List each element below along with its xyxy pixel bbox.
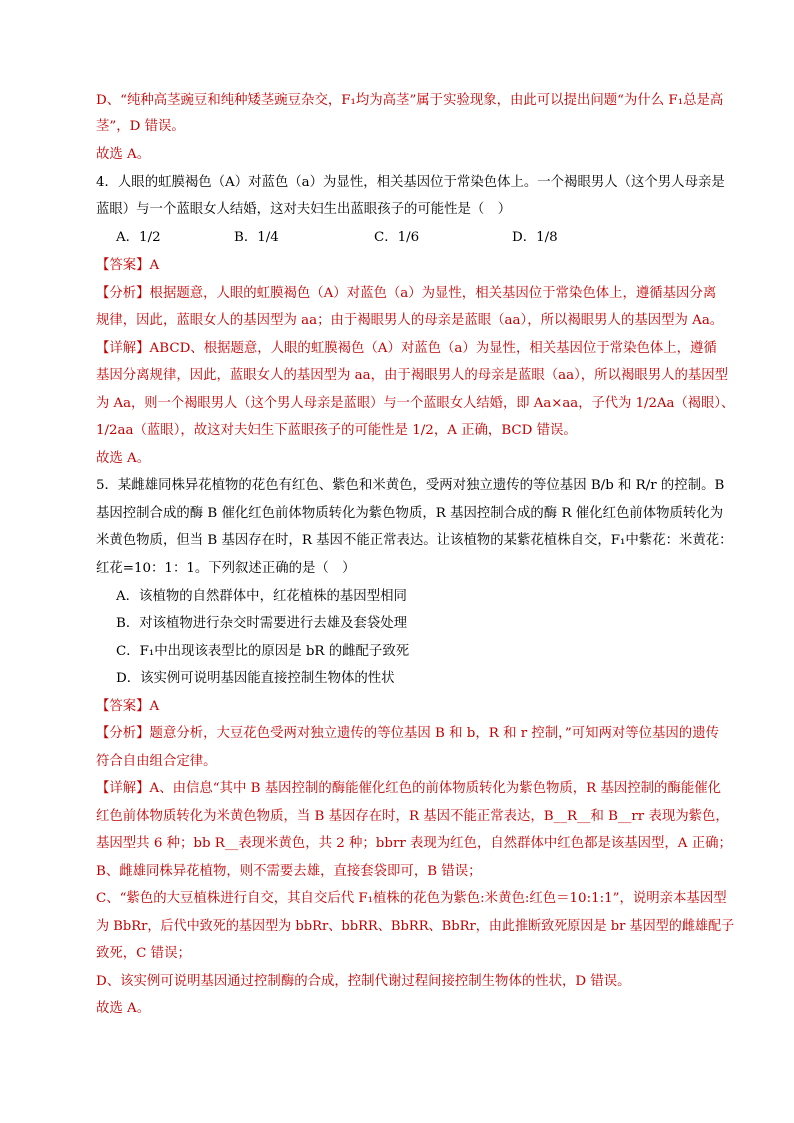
- q5-stem-line4: 红花=10：1：1。下列叙述正确的是（ ）: [96, 561, 356, 576]
- q3-option-d-line1: D、“纯种高茎豌豆和纯种矮茎豌豆杂交，F₁均为高茎”属于实验现象，由此可以提出问题“为什么 F₁总是高: [96, 93, 724, 108]
- q4-option-b: B．1/4: [234, 230, 279, 245]
- q4-option-d: D．1/8: [512, 230, 558, 245]
- q5-option-b: B．对该植物进行杂交时需要进行去雄及套袋处理: [116, 616, 408, 631]
- q4-answer: 【答案】A: [96, 258, 160, 273]
- q4-option-c: C．1/6: [374, 230, 420, 245]
- q3-option-d-line2: 茎”，D 错误。: [96, 119, 185, 134]
- q5-detail-line8: D、该实例可说明基因通过控制酶的合成，控制代谢过程间接控制生物体的性状，D 错误。: [96, 974, 631, 989]
- q5-stem-line2: 基因控制合成的酶 B 催化红色前体物质转化为紫色物质，R 基因控制合成的酶 R 催化红色前体物质转化为: [96, 506, 724, 521]
- q4-detail-line3: 为 Aa，则一个褐眼男人（这个男人母亲是蓝眼）与一个蓝眼女人结婚，即 Aa×aa，子代为 1/2Aa（褐眼）、: [96, 396, 735, 411]
- q5-detail-line3: 基因型共 6 种；bb R__表现米黄色，共 2 种；bbrr 表现为红色，自然群体中红色都是该基因型，A 正确；: [96, 836, 732, 851]
- q5-detail-line1: 【详解】A、由信息“其中 B 基因控制的酶能催化红色的前体物质转化为紫色物质，R 基因控制的酶能催化: [96, 781, 722, 796]
- q5-option-c: C．F₁中出现该表型比的原因是 bR 的雌配子致死: [116, 644, 410, 659]
- q5-detail-line7: 致死，C 错误；: [96, 946, 191, 961]
- q5-answer: 【答案】A: [96, 699, 160, 714]
- q5-stem-line3: 米黄色物质，但当 B 基因存在时，R 基因不能正常表达。让该植物的某紫花植株自交，F₁中紫花：米黄花：: [96, 533, 733, 548]
- q4-options: [116, 229, 558, 247]
- q4-analysis-line2: 规律，因此，蓝眼女人的基因型为 aa；由于褐眼男人的母亲是蓝眼（aa），所以褐眼男人的基因型为 Aa。: [96, 313, 724, 328]
- q4-detail-line4: 1/2aa（蓝眼），故这对夫妇生下蓝眼孩子的可能性是 1/2，A 正确，BCD 错误。: [96, 423, 577, 438]
- q5-stem-line1: 5．某雌雄同株异花植物的花色有红色、紫色和米黄色，受两对独立遗传的等位基因 B/b 和 R/r 的控制。B: [96, 478, 725, 493]
- q5-detail-line5: C、“紫色的大豆植株进行自交，其自交后代 F₁植株的花色为紫色:米黄色:红色＝10:1:1”，说明亲本基因型: [96, 891, 727, 906]
- q3-choose: 故选 A。: [96, 147, 151, 162]
- q5-detail-line6: 为 BbRr，后代中致死的基因型为 bbRr、bbRR、BbRR、BbRr，由此推断致死原因是 br 基因型的雌雄配子: [96, 919, 735, 934]
- q4-stem-line1: 4．人眼的虹膜褐色（A）对蓝色（a）为显性，相关基因位于常染色体上。一个褐眼男人（这个男人母亲是: [96, 175, 725, 190]
- q4-detail-line2: 基因分离规律，因此，蓝眼女人的基因型为 aa，由于褐眼男人的母亲是蓝眼（aa），所以褐眼男人的基因型: [96, 368, 729, 383]
- q5-detail-line2: 红色前体物质转化为米黄色物质，当 B 基因存在时，R 基因不能正常表达，B__R__和 B__rr 表现为紫色，: [96, 809, 729, 824]
- q4-option-a: A．1/2: [116, 230, 161, 245]
- q4-stem-line2: 蓝眼）与一个蓝眼女人结婚，这对夫妇生出蓝眼孩子的可能性是（ ）: [96, 202, 512, 217]
- q4-analysis-line1: 【分析】根据题意，人眼的虹膜褐色（A）对蓝色（a）为显性，相关基因位于常染色体上，遵循基因分离: [96, 286, 717, 301]
- q4-choose: 故选 A。: [96, 451, 151, 466]
- q4-detail-line1: 【详解】ABCD、根据题意，人眼的虹膜褐色（A）对蓝色（a）为显性，相关基因位于常染色体上，遵循: [96, 341, 717, 356]
- q5-analysis-line2: 符合自由组合定律。: [96, 754, 217, 769]
- q5-detail-line4: B、雌雄同株异花植物，则不需要去雄，直接套袋即可，B 错误；: [96, 864, 482, 879]
- q5-choose: 故选 A。: [96, 1001, 151, 1016]
- q5-analysis-line1: 【分析】题意分析，大豆花色受两对独立遗传的等位基因 B 和 b，R 和 r 控制，”可知两对等位基因的遗传: [96, 726, 719, 741]
- q5-option-a: A．该植物的自然群体中，红花植株的基因型相同: [116, 589, 407, 604]
- q5-option-d: D．该实例可说明基因能直接控制生物体的性状: [116, 671, 395, 686]
